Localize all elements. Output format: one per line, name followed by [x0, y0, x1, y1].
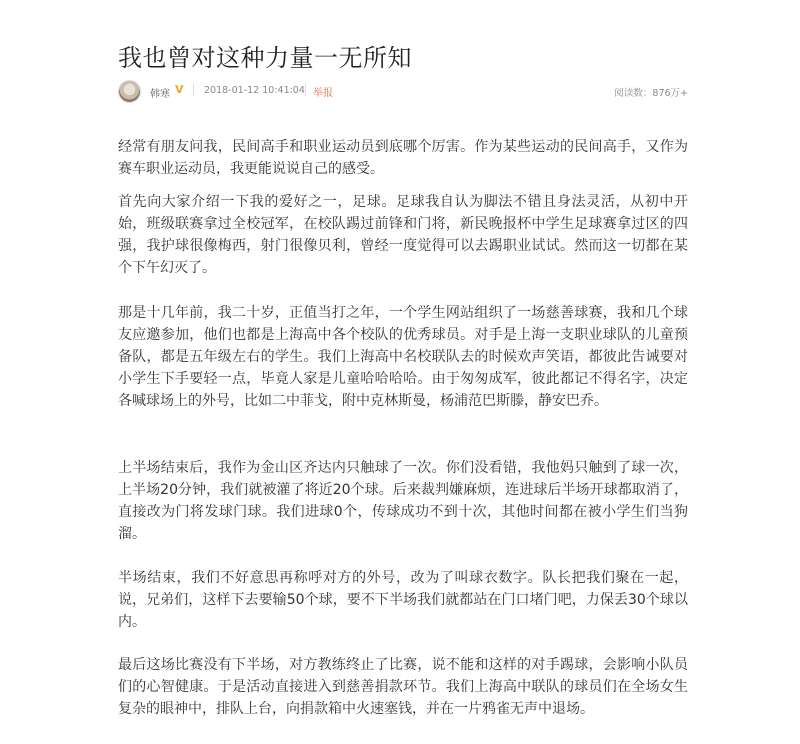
paragraph: 半场结束，我们不好意思再称呼对方的外号，改为了叫球衣数字。队长把我们聚在一起，说，兄弟们，这样下去要输50个球，要不下半场我们就都站在门口堵门吧，力保丢30个球以内。 — [118, 570, 688, 630]
read-count: 阅读数：876万+ — [614, 88, 688, 99]
paragraph: 经常有朋友问我，民间高手和职业运动员到底哪个厉害。作为某些运动的民间高手，又作为赛车职业运动员，我更能说说自己的感受。 — [118, 139, 688, 177]
paragraph: 上半场结束后，我作为金山区齐达内只触球了一次。你们没看错，我他妈只触到了球一次，上半场20分钟，我们就被灌了将近20个球。后来裁判嫌麻烦，连进球后半场开球都取消了，直接改为门将发球门球。我们进球0个，传球成功不到十次，其他时间都在被小学生们当狗溜。 — [118, 460, 688, 542]
meta-divider — [193, 84, 194, 96]
article-meta — [118, 80, 688, 104]
report-link[interactable]: 举报 — [313, 88, 333, 99]
paragraph: 那是十几年前，我二十岁，正值当打之年，一个学生网站组织了一场慈善球赛，我和几个球友应邀参加，他们也都是上海高中各个校队的优秀球员。对手是上海一支职业球队的儿童预备队，都是五年级左右的学生。我们上海高中名校联队去的时候欢声笑语，都彼此告诫要对小学生下手要轻一点，毕竟人家是儿童哈哈哈哈。由于匆匆成军，彼此都记不得名字，决定各喊球场上的外号，比如二中菲戈，附中克林斯曼，杨浦范巴斯滕，静安巴乔。 — [118, 305, 688, 409]
verified-icon: V — [175, 83, 184, 96]
paragraph: 最后这场比赛没有下半场，对方教练终止了比赛，说不能和这样的对手踢球，会影响小队员们的心智健康。于是活动直接进入到慈善捐款环节。我们上海高中联队的球员们在全场女生复杂的眼神中，排队上台，向捐款箱中火速塞钱，并在一片鸦雀无声中退场。 — [118, 657, 688, 717]
paragraph: 首先向大家介绍一下我的爱好之一，足球。足球我自认为脚法不错且身法灵活，从初中开始，班级联赛拿过全校冠军，在校队踢过前锋和门将，新民晚报杯中学生足球赛拿过区的四强，我护球很像梅西，射门很像贝利，曾经一度觉得可以去踢职业试试。然而这一切都在某个下午幻灭了。 — [118, 194, 688, 276]
publish-datetime: 2018-01-12 10:41:04 — [204, 85, 305, 96]
author-name[interactable]: 韩寒 — [150, 89, 170, 100]
meta-divider — [305, 84, 306, 96]
article-title: 我也曾对这种力量一无所知 — [118, 44, 412, 72]
author-avatar[interactable] — [118, 80, 141, 103]
